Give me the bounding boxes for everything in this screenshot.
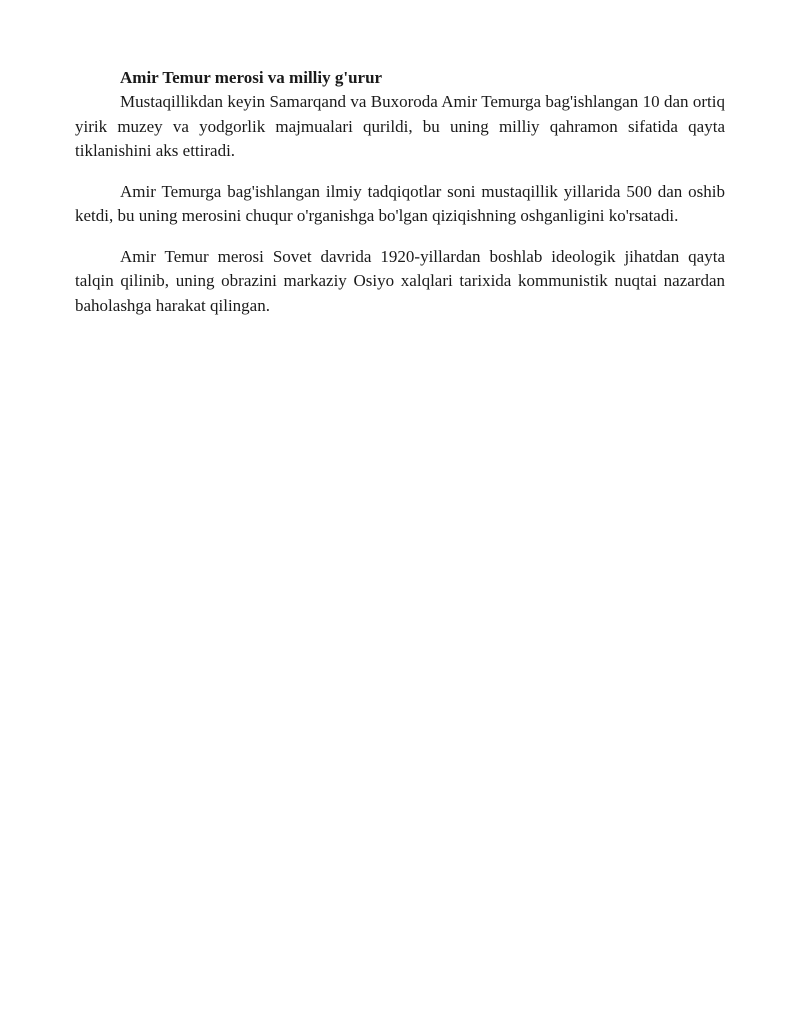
paragraph-1: Mustaqillikdan keyin Samarqand va Buxoroda Amir Temurga bag'ishlangan 10 dan ortiq yirik muzey va yodgorlik majmualari qurildi, bu uning milliy qahramon sifatida qayta tiklanishini aks ettiradi.	[75, 92, 725, 160]
paragraph-3: Amir Temur merosi Sovet davrida 1920-yillardan boshlab ideologik jihatdan qayta talqin qilinib, uning obrazini markaziy Osiyo xalqlari tarixida kommunistik nuqtai nazardan baholashga harakat qilingan.	[75, 246, 725, 315]
document-title: Amir Temur merosi va milliy g'urur	[120, 68, 383, 87]
document-page	[75, 66, 725, 334]
paragraph-2: Amir Temurga bag'ishlangan ilmiy tadqiqotlar soni mustaqillik yillarida 500 dan oshib ketdi, bu uning merosini chuqur o'rganishga bo'lgan qiziqishning oshganligini ko'rsatadi.	[75, 181, 725, 225]
